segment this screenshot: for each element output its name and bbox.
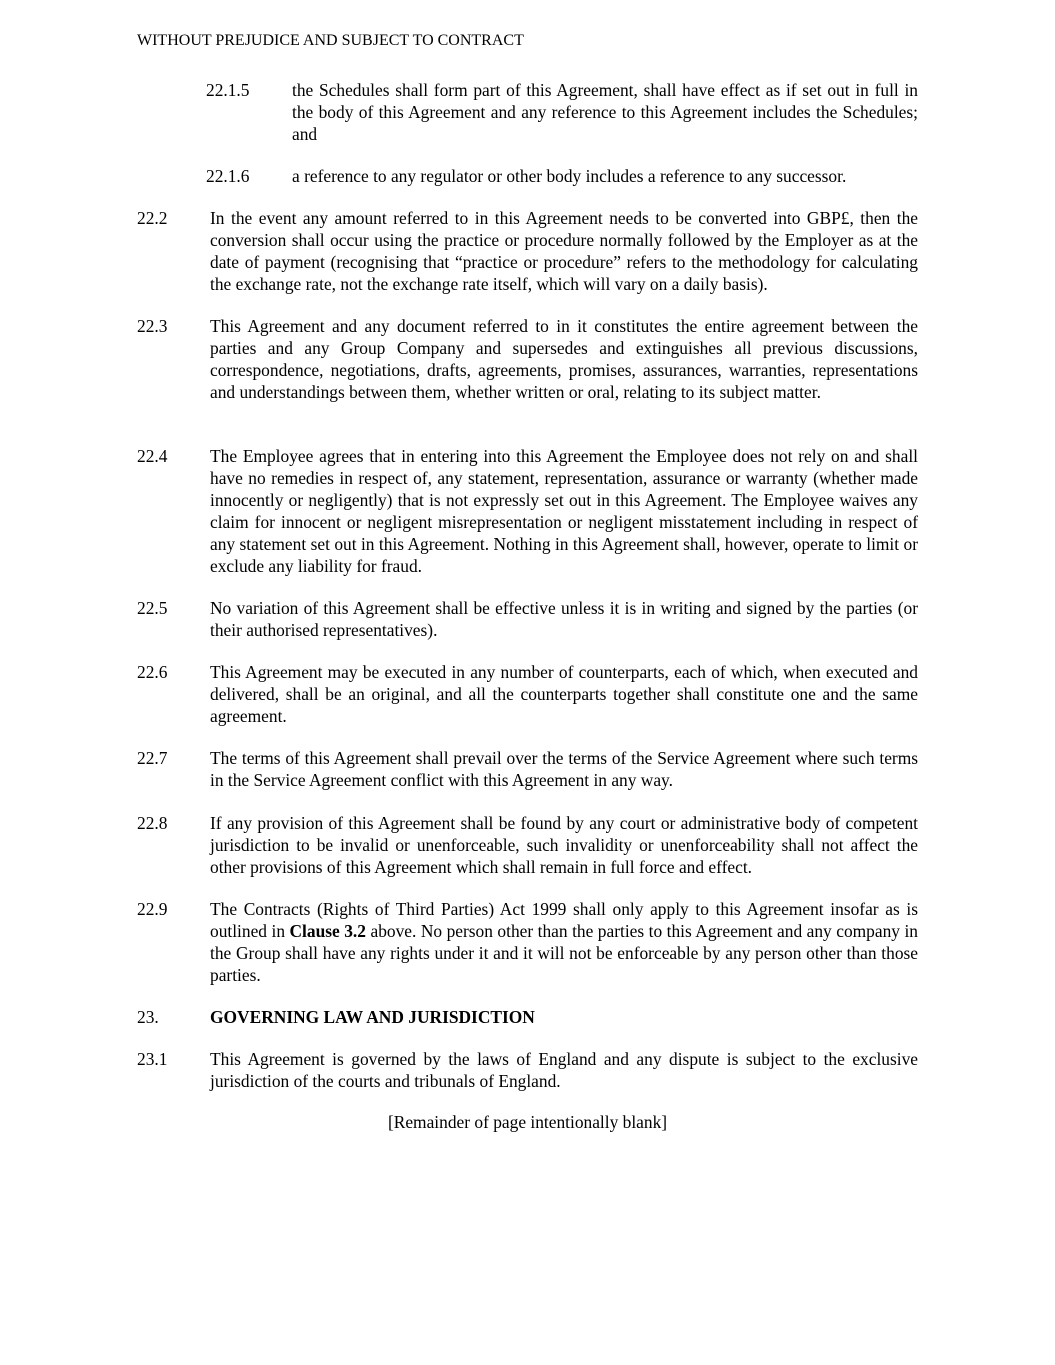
clause-22-2 — [137, 208, 918, 296]
clause-number: 22.2 — [137, 208, 168, 228]
section-23-heading — [137, 1007, 918, 1029]
clause-number: 22.9 — [137, 899, 168, 919]
clause-22-8 — [137, 813, 918, 879]
clause-text: No variation of this Agreement shall be effective unless it is in writing and signed by the parties (or their authorised representatives). — [210, 598, 918, 640]
clause-number: 22.6 — [137, 662, 168, 682]
clause-23-1 — [137, 1049, 918, 1093]
clause-number: 22.1.5 — [206, 80, 250, 100]
document-header: WITHOUT PREJUDICE AND SUBJECT TO CONTRACT — [137, 32, 524, 49]
clause-text: The Employee agrees that in entering into this Agreement the Employee does not rely on and shall have no remedies in respect of, any statement, representation, assurance or warranty (whether made innocently or negligently) that is not expressly set out in this Agreement. The Employee waives any claim for innocent or negligent misrepresentation or negligent misstatement including in respect of any statement set out in this Agreement. Nothing in this Agreement shall, however, operate to limit or exclude any liability for fraud. — [210, 446, 918, 576]
remainder-blank-note: [Remainder of page intentionally blank] — [387, 1112, 668, 1132]
clause-reference: Clause 3.2 — [289, 920, 366, 941]
clause-number: 22.1.6 — [206, 166, 250, 186]
clause-22-3 — [137, 316, 918, 404]
clause-text-after: above. No person other than the parties to this Agreement and any company in the Group shall have any rights under it and it will not be enforceable by any person other than those parties. — [210, 920, 918, 985]
clause-text: This Agreement is governed by the laws of England and any dispute is subject to the exclusive jurisdiction of the courts and tribunals of England. — [210, 1049, 918, 1091]
clause-text: This Agreement may be executed in any number of counterparts, each of which, when executed and delivered, shall be an original, and all the counterparts together shall constitute one and the same agreement. — [210, 662, 918, 726]
clause-text: If any provision of this Agreement shall be found by any court or administrative body of competent jurisdiction to be invalid or unenforceable, such invalidity or unenforceability shall not affect the other provisions of this Agreement which shall remain in full force and effect. — [210, 813, 918, 877]
clause-22-1-5 — [206, 80, 918, 146]
clause-number: 22.4 — [137, 446, 168, 466]
clause-22-5 — [137, 598, 918, 642]
clause-number: 22.5 — [137, 598, 168, 618]
clause-text-before: The Contracts (Rights of Third Parties) Act 1999 shall only apply to this Agreement insofar as is outlined in — [210, 899, 918, 941]
section-number: 23. — [137, 1007, 159, 1027]
clause-text: The terms of this Agreement shall prevail over the terms of the Service Agreement where such terms in the Service Agreement conflict with this Agreement in any way. — [210, 748, 918, 790]
clause-22-6 — [137, 662, 918, 728]
clause-22-9 — [137, 899, 918, 987]
clause-number: 23.1 — [137, 1049, 168, 1069]
clause-number: 22.7 — [137, 748, 168, 768]
clause-number: 22.8 — [137, 813, 168, 833]
section-title: GOVERNING LAW AND JURISDICTION — [210, 1007, 535, 1027]
clause-number: 22.3 — [137, 316, 168, 336]
clause-text: This Agreement and any document referred to in it constitutes the entire agreement between the parties and any Group Company and supersedes and extinguishes all previous discussions, correspondence, negotiations, drafts, agreements, promises, assurances, warranties, representations and understandings between them, whether written or oral, relating to its subject matter. — [210, 316, 918, 402]
clause-22-1-6 — [206, 166, 918, 188]
clause-22-4 — [137, 446, 918, 577]
clause-text — [210, 899, 918, 987]
clause-text: a reference to any regulator or other body includes a reference to any successor. — [292, 166, 847, 186]
clause-text: In the event any amount referred to in this Agreement needs to be converted into GBP£, then the conversion shall occur using the practice or procedure normally followed by the Employer as at the date of payment (recognising that “practice or procedure” refers to the methodology for calculating the exchange rate, not the exchange rate itself, which will vary on a daily basis). — [210, 208, 918, 294]
clause-text: the Schedules shall form part of this Agreement, shall have effect as if set out in full in the body of this Agreement and any reference to this Agreement includes the Schedules; and — [292, 80, 918, 144]
clause-22-7 — [137, 748, 918, 792]
